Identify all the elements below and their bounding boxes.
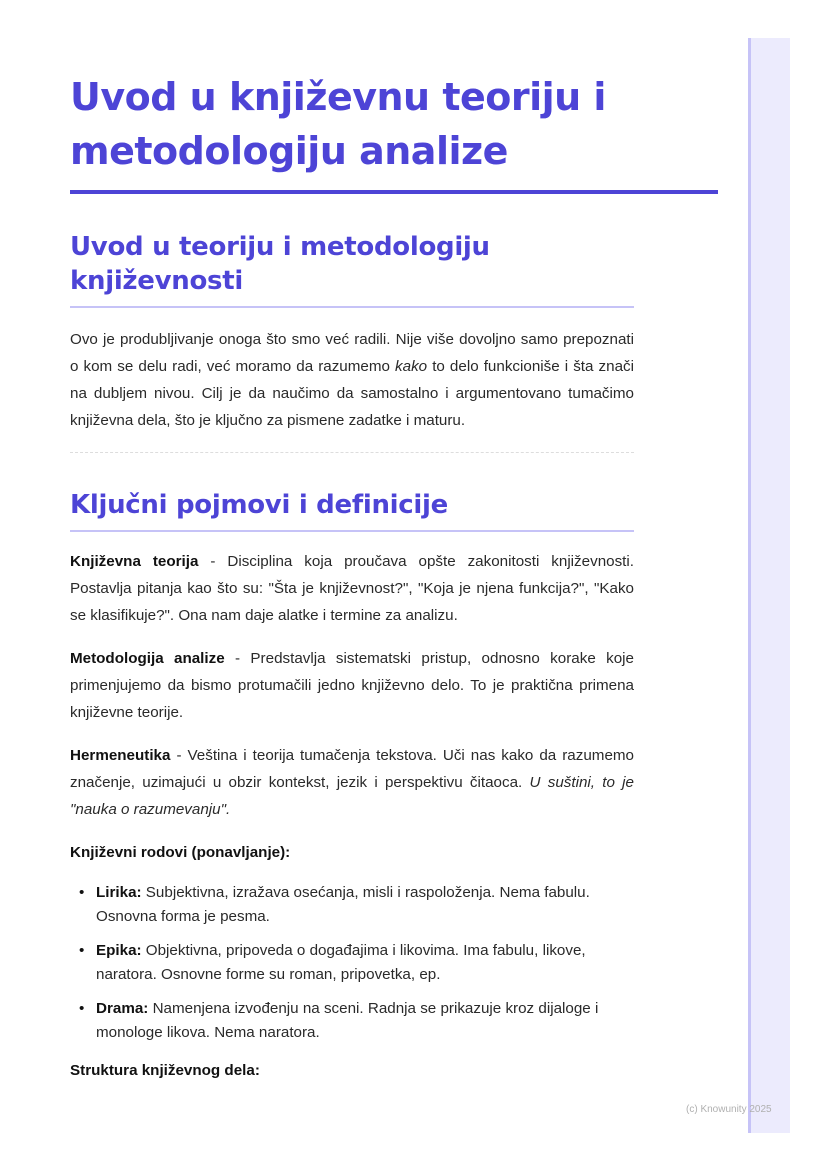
section-intro-underline — [70, 306, 634, 308]
definition-text: - Disciplina koja proučava opšte zakonitosti književnosti. Postavlja pitanja kao što su: "Šta je književnost?", "Koja je njena funkcija?", "Kako se klasifikuje?". Ona nam daje alatke i termine za analizu. — [70, 553, 634, 624]
genres-list — [70, 881, 634, 1045]
genre-text: Subjektivna, izražava osećanja, misli i raspoloženja. Nema fabulu. Osnovna forma je pesma. — [96, 884, 590, 925]
bullet-icon: • — [79, 1000, 85, 1017]
genre-name: Epika: — [96, 942, 142, 959]
genre-name: Lirika: — [96, 884, 142, 901]
section-intro — [70, 230, 634, 434]
page-title: Uvod u književnu teoriju i metodologiju analize — [70, 75, 606, 173]
list-item — [70, 997, 634, 1045]
structure-heading: Struktura književnog dela: — [70, 1062, 260, 1079]
title-underline — [70, 190, 718, 194]
copyright-footer: (c) Knowunity 2025 — [686, 1104, 772, 1115]
genres-heading: Književni rodovi (ponavljanje): — [70, 844, 291, 861]
section-definitions — [70, 488, 634, 1083]
page-sidebar — [748, 38, 790, 1133]
definition-hermeneutics — [70, 742, 634, 823]
definition-literary-theory — [70, 548, 634, 629]
definition-italic-note: U suštini, to je "nauka o razumevanju". — [70, 774, 634, 818]
definition-text: - Veština i teorija tumačenja tekstova. Uči nas kako da razumemo značenje, uzimajući u obzir kontekst, jezik i perspektivu čitaoca. — [70, 747, 634, 791]
intro-paragraph — [70, 326, 634, 434]
bullet-icon: • — [79, 942, 85, 959]
definition-methodology — [70, 645, 634, 726]
intro-text-b: to delo funkcioniše i šta znači na dubljem nivou. Cilj je da naučimo da samostalno i argumentovano tumačimo književna dela, što je ključno za pismene zadatke i maturu. — [70, 358, 634, 429]
definition-term: Hermeneutika — [70, 747, 171, 764]
genre-name: Drama: — [96, 1000, 149, 1017]
section-definitions-heading: Ključni pojmovi i definicije — [70, 490, 448, 520]
document-content — [70, 70, 634, 178]
section-divider — [70, 452, 634, 453]
intro-text-a: Ovo je produbljivanje onoga što smo već radili. Nije više dovoljno samo prepoznati o kom se delu radi, već moramo da razumemo — [70, 331, 634, 375]
genre-text: Objektivna, pripoveda o događajima i likovima. Ima fabulu, likove, naratora. Osnovne forme su roman, pripovetka, ep. — [96, 942, 586, 983]
list-item — [70, 881, 634, 929]
definition-term: Metodologija analize — [70, 650, 225, 667]
definition-term: Književna teorija — [70, 553, 199, 570]
list-item — [70, 939, 634, 987]
bullet-icon: • — [79, 884, 85, 901]
genre-text: Namenjena izvođenju na sceni. Radnja se prikazuje kroz dijaloge i monologe likova. Nema naratora. — [96, 1000, 599, 1041]
definition-text: - Predstavlja sistematski pristup, odnosno korake koje primenjujemo da bismo protumačili jedno književno delo. To je praktična primena književne teorije. — [70, 650, 634, 721]
section-intro-heading: Uvod u teoriju i metodologiju književnosti — [70, 232, 490, 296]
intro-emphasis: kako — [395, 358, 428, 375]
section-definitions-underline — [70, 530, 634, 532]
